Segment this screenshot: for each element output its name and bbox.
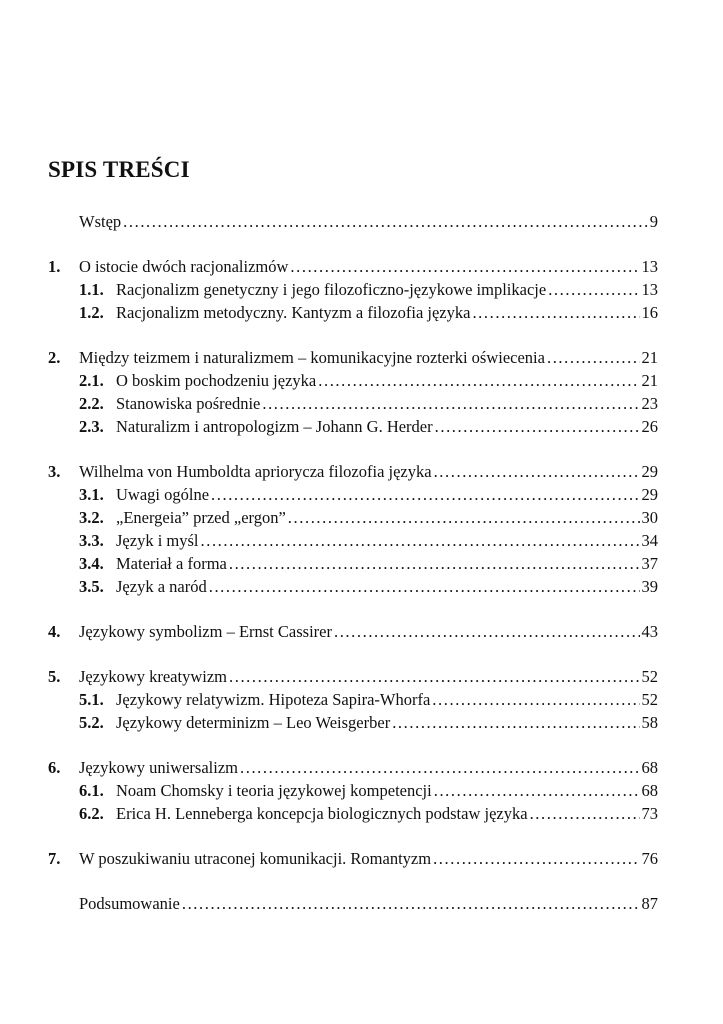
toc-page-number: 68 bbox=[641, 758, 658, 777]
toc-entry[interactable] bbox=[48, 392, 658, 415]
toc-dot-leader bbox=[201, 529, 640, 552]
toc-section-number: 2.3. bbox=[79, 417, 104, 436]
toc-dot-leader bbox=[392, 711, 639, 734]
toc-entry-title: W poszukiwaniu utraconej komunikacji. Romantyzm bbox=[79, 849, 432, 868]
toc-page-number: 16 bbox=[641, 303, 658, 322]
toc-page-number: 13 bbox=[641, 280, 658, 299]
toc-page-number: 13 bbox=[641, 257, 658, 276]
toc-page-number: 58 bbox=[641, 713, 658, 732]
toc-entry-title: Erica H. Lenneberga koncepcja biologicznych podstaw języka bbox=[116, 804, 528, 823]
toc-chapter-number: 7. bbox=[48, 849, 61, 868]
section-gap bbox=[48, 643, 658, 665]
toc-page-number: 43 bbox=[641, 622, 658, 641]
toc-entry[interactable] bbox=[48, 255, 658, 278]
toc-entry-title: Język a naród bbox=[116, 577, 207, 596]
toc-dot-leader bbox=[209, 575, 640, 598]
toc-entry[interactable] bbox=[48, 278, 658, 301]
toc-dot-leader bbox=[530, 802, 640, 825]
toc-dot-leader bbox=[432, 688, 639, 711]
toc-dot-leader bbox=[229, 665, 640, 688]
toc-page-number: 68 bbox=[641, 781, 658, 800]
toc-entry[interactable] bbox=[48, 415, 658, 438]
toc-entry-title: Podsumowanie bbox=[79, 894, 180, 913]
toc-entry[interactable] bbox=[48, 688, 658, 711]
toc-entry[interactable] bbox=[48, 892, 658, 915]
section-gap bbox=[48, 324, 658, 346]
toc-entry[interactable] bbox=[48, 847, 658, 870]
toc-page-number: 29 bbox=[641, 485, 658, 504]
toc-entry-title: „Energeia” przed „ergon” bbox=[116, 508, 286, 527]
toc-entry[interactable] bbox=[48, 529, 658, 552]
toc-entry[interactable] bbox=[48, 756, 658, 779]
section-gap bbox=[48, 734, 658, 756]
toc-entry-title: Naturalizm i antropologizm – Johann G. Herder bbox=[116, 417, 433, 436]
toc-dot-leader bbox=[240, 756, 640, 779]
toc-entry-title: Językowy determinizm – Leo Weisgerber bbox=[116, 713, 391, 732]
section-gap bbox=[48, 438, 658, 460]
toc-page-number: 76 bbox=[641, 849, 658, 868]
toc-page-number: 37 bbox=[641, 554, 658, 573]
toc-entry-title: Między teizmem i naturalizmem – komunikacyjne rozterki oświecenia bbox=[79, 348, 545, 367]
toc-dot-leader bbox=[123, 210, 648, 233]
toc-entry[interactable] bbox=[48, 369, 658, 392]
toc-entry-title: Noam Chomsky i teoria językowej kompetencji bbox=[116, 781, 432, 800]
toc-entry[interactable] bbox=[48, 620, 658, 643]
toc-chapter-number: 2. bbox=[48, 348, 61, 367]
toc-page-number: 26 bbox=[641, 417, 658, 436]
toc-dot-leader bbox=[548, 278, 639, 301]
toc-dot-leader bbox=[290, 255, 639, 278]
toc-entry[interactable] bbox=[48, 665, 658, 688]
toc-page-number: 21 bbox=[641, 348, 658, 367]
toc-page-number: 87 bbox=[641, 894, 658, 913]
toc-dot-leader bbox=[435, 415, 640, 438]
toc-entry[interactable] bbox=[48, 506, 658, 529]
toc-entry-title: Stanowiska pośrednie bbox=[116, 394, 261, 413]
toc-entry-title: Racjonalizm genetyczny i jego filozoficzno-językowe implikacje bbox=[116, 280, 547, 299]
section-gap bbox=[48, 598, 658, 620]
toc-dot-leader bbox=[262, 392, 639, 415]
toc-page-number: 52 bbox=[641, 690, 658, 709]
toc-section-number: 3.4. bbox=[79, 554, 104, 573]
toc-dot-leader bbox=[334, 620, 640, 643]
toc-entry[interactable] bbox=[48, 575, 658, 598]
toc-dot-leader bbox=[434, 460, 640, 483]
toc-dot-leader bbox=[433, 847, 639, 870]
toc-page-number: 23 bbox=[641, 394, 658, 413]
toc-dot-leader bbox=[434, 779, 640, 802]
toc-section-number: 6.1. bbox=[79, 781, 104, 800]
toc-entry[interactable] bbox=[48, 711, 658, 734]
toc-page-number: 39 bbox=[641, 577, 658, 596]
toc-entry[interactable] bbox=[48, 483, 658, 506]
toc-dot-leader bbox=[318, 369, 639, 392]
toc-section-number: 3.3. bbox=[79, 531, 104, 550]
toc-entry-title: Wilhelma von Humboldta apriorycza filozofia języka bbox=[79, 462, 432, 481]
toc-entry[interactable] bbox=[48, 460, 658, 483]
toc-section-number: 1.1. bbox=[79, 280, 104, 299]
toc-entry-title: Uwagi ogólne bbox=[116, 485, 210, 504]
toc-page-number: 30 bbox=[641, 508, 658, 527]
toc-page-number: 29 bbox=[641, 462, 658, 481]
section-gap bbox=[48, 870, 658, 892]
toc-page-number: 21 bbox=[641, 371, 658, 390]
toc-section-number: 5.1. bbox=[79, 690, 104, 709]
toc-entry-title: Językowy relatywizm. Hipoteza Sapira-Whorfa bbox=[116, 690, 431, 709]
toc-dot-leader bbox=[288, 506, 640, 529]
toc-entry[interactable] bbox=[48, 210, 658, 233]
toc-entry-title: Racjonalizm metodyczny. Kantyzm a filozofia języka bbox=[116, 303, 471, 322]
toc-dot-leader bbox=[229, 552, 640, 575]
toc-page-number: 9 bbox=[649, 212, 658, 231]
toc-section-number: 6.2. bbox=[79, 804, 104, 823]
toc-section-number: 2.1. bbox=[79, 371, 104, 390]
toc-page-number: 34 bbox=[641, 531, 658, 550]
toc-entry-title: O boskim pochodzeniu języka bbox=[116, 371, 317, 390]
table-of-contents bbox=[48, 210, 658, 915]
toc-section-number: 3.2. bbox=[79, 508, 104, 527]
toc-section-number: 3.1. bbox=[79, 485, 104, 504]
toc-dot-leader bbox=[472, 301, 639, 324]
toc-dot-leader bbox=[547, 346, 640, 369]
section-gap bbox=[48, 233, 658, 255]
toc-entry[interactable] bbox=[48, 552, 658, 575]
toc-chapter-number: 5. bbox=[48, 667, 61, 686]
toc-entry-title: O istocie dwóch racjonalizmów bbox=[79, 257, 289, 276]
toc-section-number: 1.2. bbox=[79, 303, 104, 322]
toc-chapter-number: 3. bbox=[48, 462, 61, 481]
toc-dot-leader bbox=[182, 892, 640, 915]
toc-chapter-number: 1. bbox=[48, 257, 61, 276]
toc-entry[interactable] bbox=[48, 301, 658, 324]
toc-section-number: 3.5. bbox=[79, 577, 104, 596]
toc-entry-title: Językowy uniwersalizm bbox=[79, 758, 238, 777]
toc-section-number: 2.2. bbox=[79, 394, 104, 413]
toc-entry-title: Materiał a forma bbox=[116, 554, 227, 573]
toc-entry-title: Językowy symbolizm – Ernst Cassirer bbox=[79, 622, 332, 641]
toc-entry-title: Język i myśl bbox=[116, 531, 199, 550]
toc-dot-leader bbox=[211, 483, 639, 506]
toc-section-number: 5.2. bbox=[79, 713, 104, 732]
toc-entry[interactable] bbox=[48, 346, 658, 369]
toc-chapter-number: 6. bbox=[48, 758, 61, 777]
toc-entry[interactable] bbox=[48, 802, 658, 825]
page-title: SPIS TREŚCI bbox=[48, 157, 190, 182]
toc-chapter-number: 4. bbox=[48, 622, 61, 641]
toc-entry[interactable] bbox=[48, 779, 658, 802]
toc-entry-title: Wstęp bbox=[79, 212, 122, 231]
toc-page-number: 52 bbox=[641, 667, 658, 686]
toc-entry-title: Językowy kreatywizm bbox=[79, 667, 227, 686]
section-gap bbox=[48, 825, 658, 847]
toc-page-number: 73 bbox=[641, 804, 658, 823]
